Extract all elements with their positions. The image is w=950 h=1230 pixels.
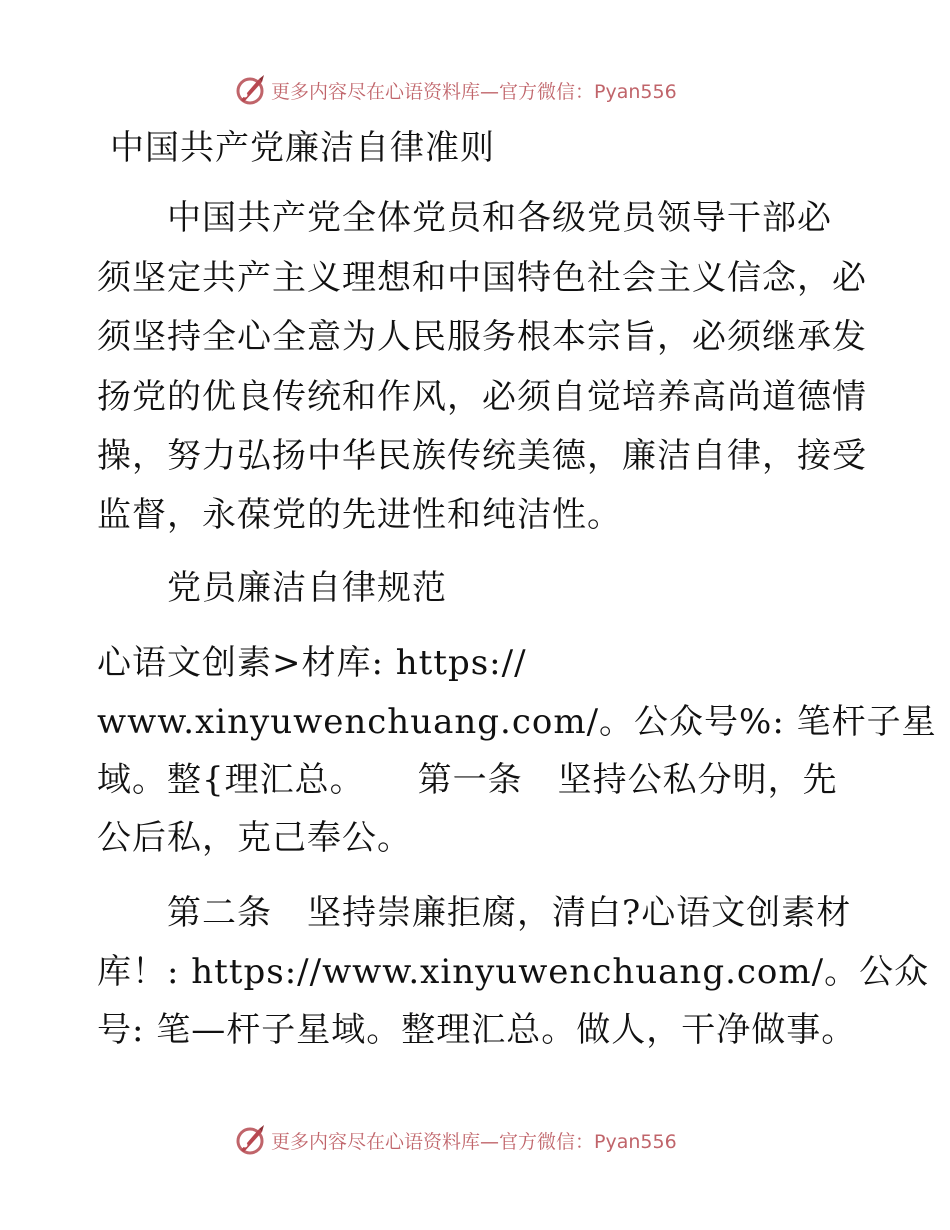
text-line: www.xinyuwenchuang.com/。公众号%: 笔杆子星 [97, 702, 937, 742]
text-line: 库！: https://www.xinyuwenchuang.com/。公众 [97, 952, 930, 992]
document-title: 中国共产党廉洁自律准则 [110, 128, 495, 168]
section-heading: 党员廉洁自律规范 [97, 568, 447, 608]
text-line: 中国共产党全体党员和各级党员领导干部必 [97, 198, 832, 238]
header-banner-text: 更多内容尽在心语资料库—官方微信：Pyan556 [271, 80, 677, 103]
text-line: 操，努力弘扬中华民族传统美德，廉洁自律，接受 [97, 436, 867, 476]
text-line: 须坚持全心全意为人民服务根本宗旨，必须继承发 [97, 317, 867, 357]
header-banner [233, 72, 677, 108]
quill-pen-logo-icon [233, 73, 267, 107]
footer-banner-text: 更多内容尽在心语资料库—官方微信：Pyan556 [271, 1130, 677, 1153]
text-line: 扬党的优良传统和作风，必须自觉培养高尚道德情 [97, 377, 867, 417]
text-line: 公后私，克己奉公。 [97, 818, 412, 858]
text-line: 号: 笔—杆子星域。整理汇总。做人，干净做事。 [97, 1010, 857, 1050]
text-line: 须坚定共产主义理想和中国特色社会主义信念，必 [97, 258, 867, 298]
footer-banner [233, 1122, 677, 1158]
quill-pen-logo-icon [233, 1123, 267, 1157]
text-line: 第二条 坚持崇廉拒腐，清白?心语文创素材 [97, 893, 852, 933]
text-line: 域。整{理汇总。 第一条 坚持公私分明，先 [97, 760, 838, 800]
text-line: 监督，永葆党的先进性和纯洁性。 [97, 495, 622, 535]
text-line: 心语文创素>材库: https:// [97, 643, 527, 683]
